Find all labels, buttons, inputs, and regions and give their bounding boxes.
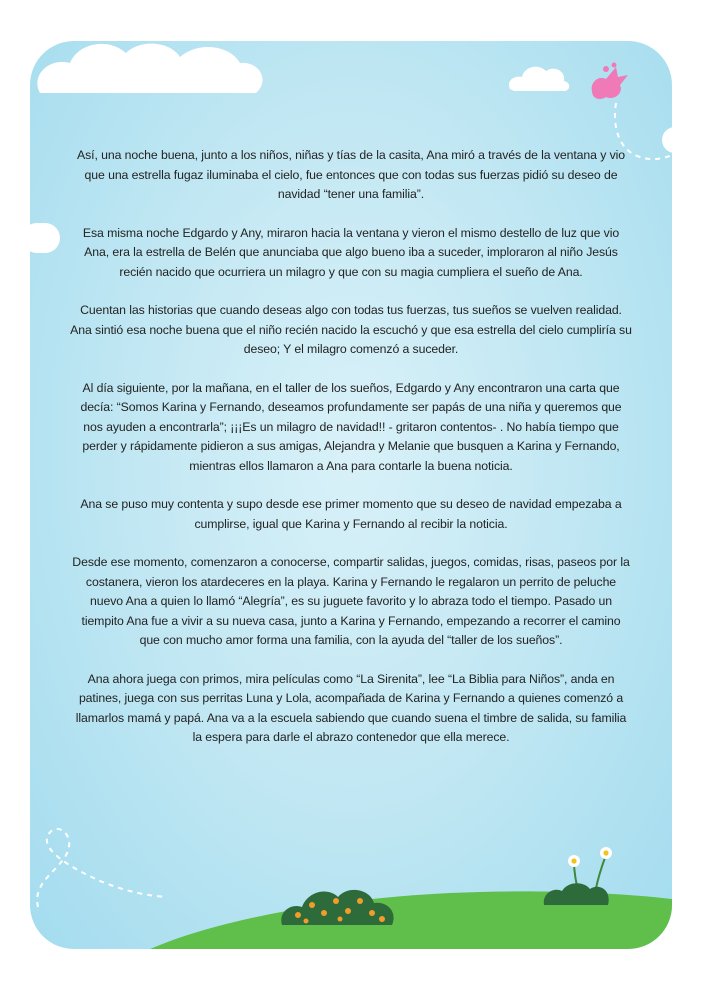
paragraph: Desde ese momento, comenzaron a conocerse, compartir salidas, juegos, comidas, risas, paseos por la costanera, vieron los atardeceres en la playa. Karina y Fernando le regalaron un perrito de peluche nuevo Ana a quien lo llamó “Alegría”, es su juguete favorito y lo abraza todo el tiempo. Pasado un tiempito Ana fue a vivir a su nueva casa, junto a Karina y Fernando, empezando a recorrer el camino que con mucho amor forma una familia, con la ayuda del “taller de los sueños”.	[72, 555, 630, 647]
paragraph: Ana ahora juega con primos, mira películas como “La Sirenita”, lee “La Biblia para Niños”, anda en patines, juega con sus perritas Luna y Lola, acompañada de Karina y Fernando a quienes comenzó a llamarlos mamá y papá. Ana va a la escuela sabiendo que cuando suena el timbre de salida, su familia la espera para darle el abrazo contenedor que ella merece.	[75, 671, 627, 744]
story-page	[30, 41, 672, 949]
bush-icon	[278, 881, 398, 927]
story-text	[70, 146, 632, 767]
cloud-icon	[30, 41, 270, 95]
cloud-icon	[506, 61, 572, 93]
paragraph: Así, una noche buena, junto a los niños, niñas y tías de la casita, Ana miró a través de la ventana y vio que una estrella fugaz iluminaba el cielo, fue entonces que con todas sus fuerzas pidió su deseo de navidad “tener una familia”.	[77, 148, 625, 201]
paragraph: Al día siguiente, por la mañana, en el taller de los sueños, Edgardo y Any encontraron una carta que decía: “Somos Karina y Fernando, deseamos profundamente ser papás de una niña y queremos que nos ayuden a encontrarla”; ¡¡¡Es un milagro de navidad!! - gritaron contentos- . No había tiempo que perder y rápidamente pidieron a sus amigas, Alejandra y Melanie que busquen a Karina y Fernando, mientras ellos llamaron a Ana para contarle la buena noticia.	[80, 380, 622, 473]
cloud-icon	[30, 223, 60, 253]
paragraph: Esa misma noche Edgardo y Any, miraron hacia la ventana y vieron el mismo destello de luz que vio Ana, era la estrella de Belén que anunciaba que algo bueno iba a suceder, imploraron al niño Jesús recién nacido que ocurriera un milagro y que con su magia cumpliera el sueño de Ana.	[82, 225, 620, 279]
flower-icon	[540, 841, 630, 907]
paragraph: Ana se puso muy contenta y supo desde ese primer momento que su deseo de navidad empezaba a cumplirse, igual que Karina y Fernando al recibir la noticia.	[80, 497, 622, 531]
paragraph: Cuentan las historias que cuando deseas algo con todas tus fuerzas, tus sueños se vuelven realidad. Ana sintió esa noche buena que el niño recién nacido la escuchó y que esa estrella del cielo cumpliría su deseo; Y el milagro comenzó a suceder.	[70, 303, 632, 356]
